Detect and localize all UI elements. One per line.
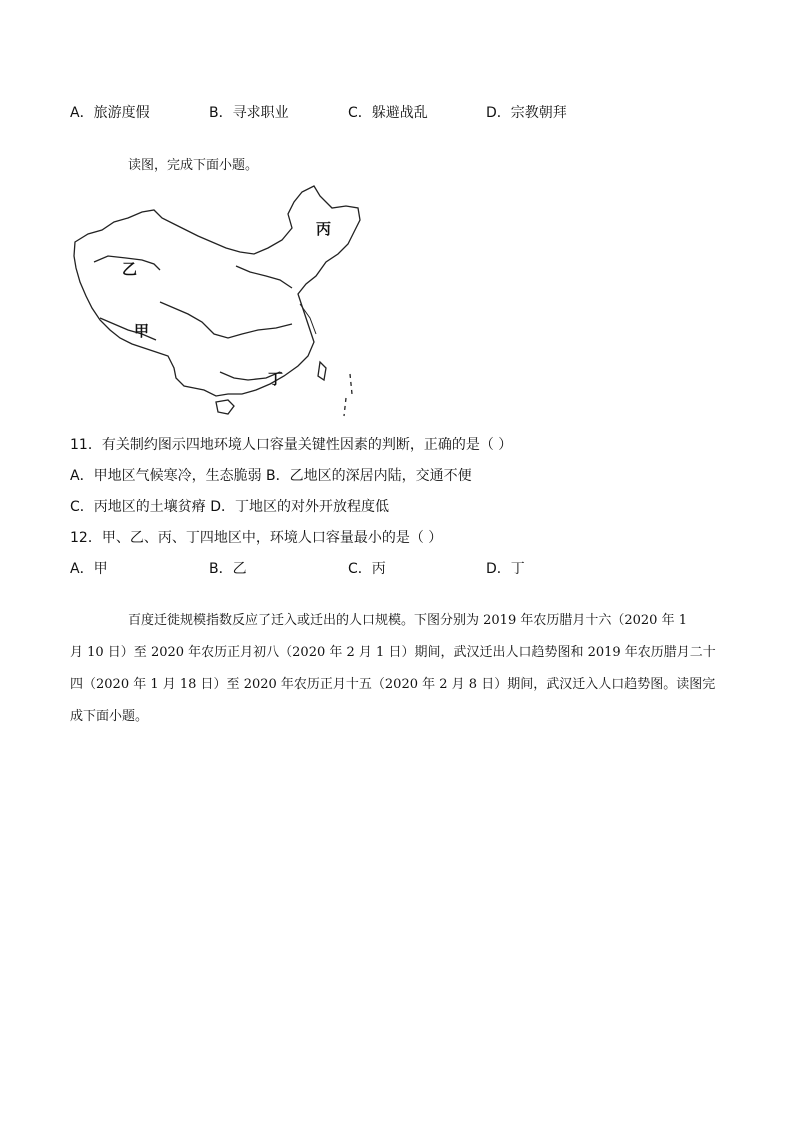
passage-line-2: 月 10 日）至 2020 年农历正月初八（2020 年 2 月 1 日）期间，武汉迁出人口趋势图和 2019 年农历腊月二十 xyxy=(70,645,716,660)
map-label-bing: 丙 xyxy=(316,220,332,238)
q11-stem: 11．有关制约图示四地环境人口容量关键性因素的判断，正确的是（ ） xyxy=(70,437,513,453)
q12-stem: 12．甲、乙、丙、丁四地区中，环境人口容量最小的是（ ） xyxy=(70,530,443,546)
china-border-outline xyxy=(74,186,360,396)
china-map xyxy=(70,184,370,424)
q12-option-d: D．丁 xyxy=(486,561,525,577)
map-label-jia: 甲 xyxy=(134,322,150,340)
q11-options-cd: C．丙地区的土壤贫瘠 D．丁地区的对外开放程度低 xyxy=(70,499,390,515)
q10-option-c: C．躲避战乱 xyxy=(348,105,428,121)
hainan-island xyxy=(216,400,234,414)
q12-option-c: C．丙 xyxy=(348,561,386,577)
q10-option-d: D．宗教朝拜 xyxy=(486,105,567,121)
china-map-svg xyxy=(70,184,370,424)
sea-boundary xyxy=(344,374,352,416)
q12-option-a: A．甲 xyxy=(70,561,108,577)
map-intro: 读图，完成下面小题。 xyxy=(128,158,259,173)
passage-line-4: 成下面小题。 xyxy=(70,709,149,724)
q11-options-ab: A．甲地区气候寒冷，生态脆弱 B．乙地区的深居内陆，交通不便 xyxy=(70,468,472,484)
q10-option-a: A．旅游度假 xyxy=(70,105,150,121)
map-label-ding: 丁 xyxy=(268,370,284,388)
q12-option-b: B．乙 xyxy=(209,561,247,577)
passage-line-3: 四（2020 年 1 月 18 日）至 2020 年农历正月十五（2020 年 2 月 8 日）期间，武汉迁入人口趋势图。读图完 xyxy=(70,677,716,692)
region-line-north xyxy=(236,266,292,288)
map-label-yi: 乙 xyxy=(122,260,138,278)
region-line-central xyxy=(160,302,292,338)
taiwan-island xyxy=(318,362,326,380)
passage-line-1: 百度迁徙规模指数反应了迁入或迁出的人口规模。下图分别为 2019 年农历腊月十六（2020 年 1 xyxy=(128,613,687,628)
q10-option-b: B．寻求职业 xyxy=(209,105,289,121)
